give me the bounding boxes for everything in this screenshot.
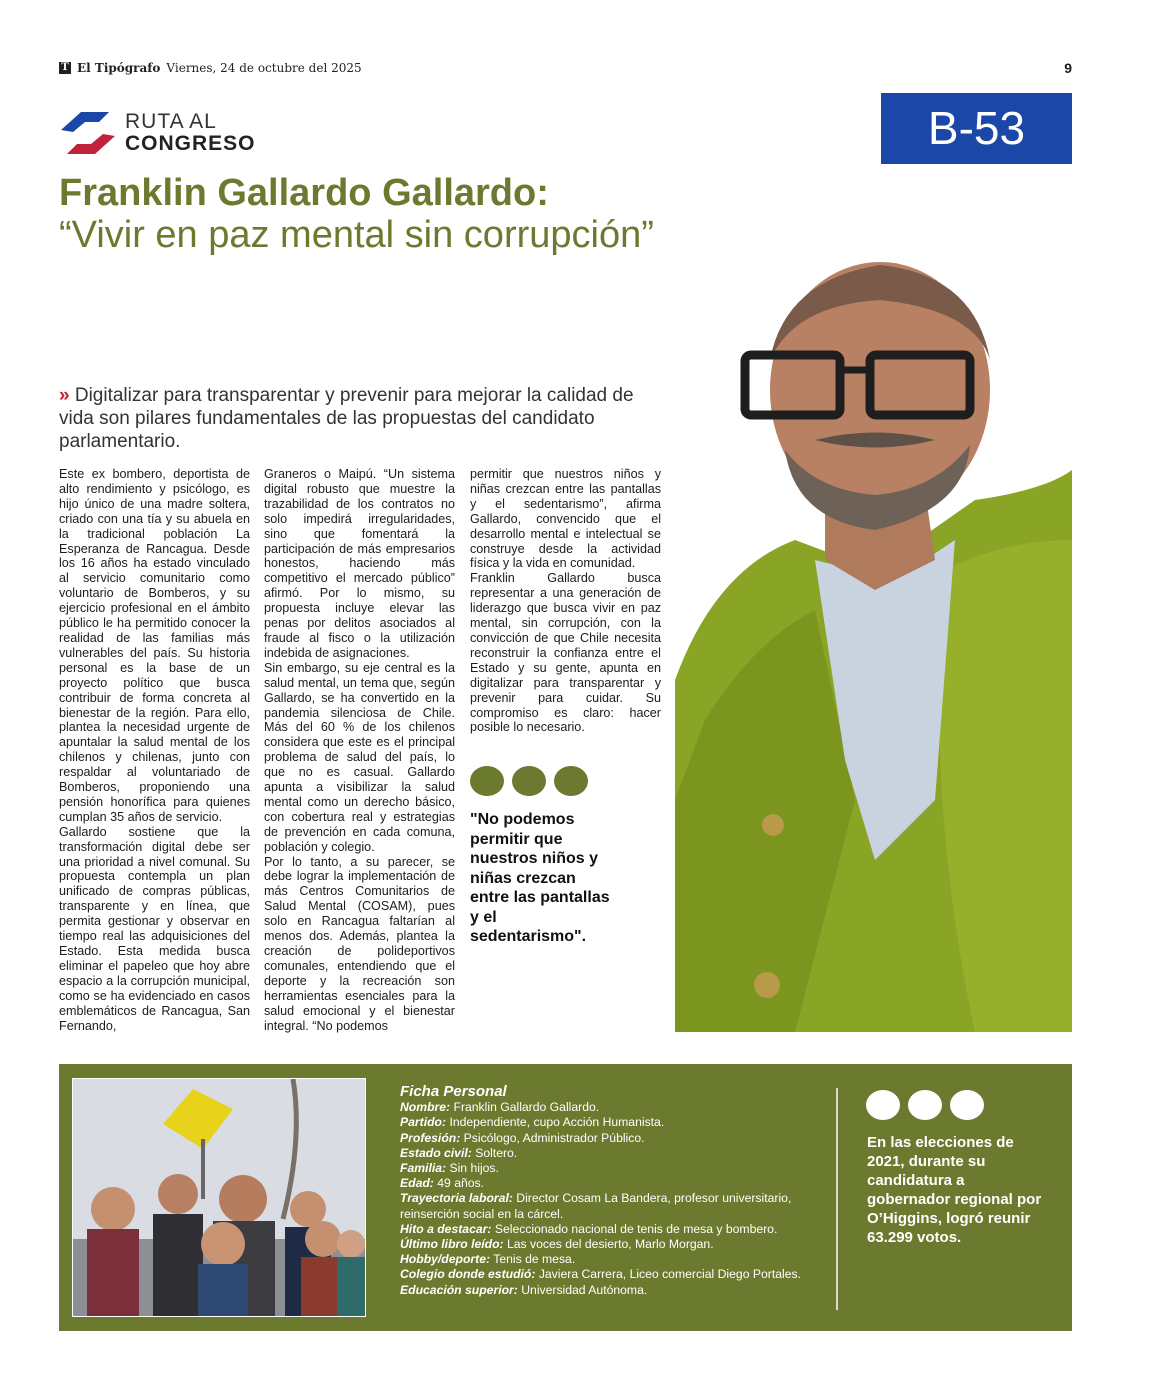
decorative-dot	[512, 766, 546, 796]
headline-quote: “Vivir en paz mental sin corrupción”	[59, 214, 654, 256]
record-value: Universidad Autónoma.	[521, 1282, 648, 1297]
body-paragraph: Este ex bombero, deportista de alto rendimiento y psicólogo, es hijo único de una madre soltera, criado con una tía y su abuela en la tradicional población La Esperanza de Rancagua. Desde los 16 años ha estado vinculado al servicio comunitario como voluntario de Bomberos, y su ejercicio profesional en el ámbito público le ha permitido conocer la realidad de las familias más vulnerables del país. Su historia personal es la base de un proyecto político que busca contribuir de forma concreta al bienestar de la región. Para ello, plantea la necesidad urgente de apuntalar la salud mental de los chilenos y chilenas, junto con respaldar al voluntariado de Bomberos, proponiendo una pensión honorífica para quienes cumplan 35 años de servicio.	[59, 467, 250, 824]
headline-name: Franklin Gallardo Gallardo:	[59, 172, 549, 214]
decorative-dot	[866, 1090, 900, 1120]
record-row	[400, 1222, 810, 1237]
record-row	[400, 1237, 810, 1252]
record-value: Independiente, cupo Acción Humanista.	[449, 1115, 665, 1130]
record-row	[400, 1267, 810, 1282]
record-row	[400, 1176, 810, 1191]
record-row	[400, 1131, 810, 1146]
body-paragraph: permitir que nuestros niños y niñas crezcan entre las pantallas y el sedentarismo”, afirma Gallardo, convencido que el desarrollo mental e intelectual se construye desde la actividad física y la vida en comunidad.	[470, 467, 661, 571]
election-fact: En las elecciones de 2021, durante su candidatura a gobernador regional por O’Higgins, logró reunir 63.299 votos.	[867, 1134, 1042, 1246]
record-label: Profesión:	[400, 1130, 461, 1145]
pull-quote-dots	[470, 766, 588, 796]
record-row	[400, 1146, 810, 1161]
masthead	[59, 61, 362, 75]
record-row	[400, 1252, 810, 1267]
body-paragraph: Por lo tanto, a su parecer, se debe lograr la implementación de más Centros Comunitarios de Salud Mental (COSAM), pues solo en Rancagua faltarían al menos dos. Además, plantea la creación de polideportivos comunales, entendiendo que el deporte y la recreación son herramientas esenciales para la salud emocional y el bienestar integral. “No podemos	[264, 854, 455, 1033]
record-row	[400, 1191, 810, 1221]
record-label: Hito a destacar:	[400, 1221, 492, 1236]
record-value: Tenis de mesa.	[493, 1252, 576, 1267]
record-value: 49 años.	[437, 1176, 485, 1191]
record-label: Trayectoria laboral:	[400, 1191, 513, 1206]
panel-divider	[836, 1088, 838, 1310]
record-label: Familia:	[400, 1161, 447, 1176]
group-photo	[72, 1078, 366, 1317]
newspaper-name: El Tipógrafo	[77, 61, 161, 75]
record-value: Sin hijos.	[449, 1161, 499, 1176]
record-label: Educación superior:	[400, 1282, 518, 1297]
section-title-line1: RUTA AL	[125, 110, 217, 133]
newspaper-logo-icon: T	[59, 62, 71, 74]
decorative-dot	[470, 766, 504, 796]
record-value: Javiera Carrera, Liceo comercial Diego Portales.	[538, 1267, 801, 1282]
body-paragraph: Sin embargo, su eje central es la salud mental, un tema que, según Gallardo, se ha convertido en la pandemia silenciosa de Chile. Más del 60 % de los chilenos considera que este es el principal problema de salud del país, lo que no es casual. Gallardo apunta a visibilizar la salud mental como un derecho básico, con cobertura real y estrategias de prevención en cada comuna, población y colegio.	[264, 660, 455, 854]
record-label: Estado civil:	[400, 1145, 472, 1160]
decorative-dot	[950, 1090, 984, 1120]
lead-text: Digitalizar para transparentar y prevenir para mejorar la calidad de vida son pilares fundamentales de las propuestas del candidato parlamentario.	[59, 385, 634, 452]
record-row	[400, 1115, 810, 1130]
record-label: Edad:	[400, 1176, 434, 1191]
candidate-portrait-photo	[675, 240, 1072, 1032]
body-column-3	[470, 467, 661, 735]
personal-record-title: Ficha Personal	[400, 1083, 507, 1100]
record-label: Último libro leído:	[400, 1237, 504, 1252]
record-label: Hobby/deporte:	[400, 1252, 491, 1267]
issue-date: Viernes, 24 de octubre del 2025	[166, 61, 362, 75]
body-column-1	[59, 467, 250, 1033]
body-paragraph: Franklin Gallardo busca representar a una generación de liderazgo que busca vivir en paz mental, sin corrupción, con la convicción de que Chile necesita reconstruir la confianza entre el Estado y su gente, apunta en digitalizar para transparentar y prevenir para cuidar. Su compromiso es claro: hacer posible lo necesario.	[470, 571, 661, 735]
body-paragraph: Gallardo sostiene que la transformación digital debe ser una prioridad a nivel comunal. Su propuesta contempla un plan unificado de compras públicas, transparente y en línea, que permita gestionar y observar en tiempo real las adquisiciones del Estado. Esta medida busca eliminar el papeleo que hoy abre espacio a la corrupción municipal, como se ha evidenciado en casos emblemáticos de Rancagua, San Fernando,	[59, 824, 250, 1033]
record-label: Nombre:	[400, 1100, 451, 1115]
article-lead	[59, 384, 659, 453]
record-value: Franklin Gallardo Gallardo.	[453, 1100, 600, 1115]
record-row	[400, 1283, 810, 1298]
record-value: Director Cosam La Bandera, profesor universitario, reinserción social en la cárcel.	[400, 1191, 792, 1221]
headline	[59, 172, 699, 256]
record-value: Las voces del desierto, Marlo Morgan.	[506, 1237, 714, 1252]
record-value: Seleccionado nacional de tenis de mesa y bombero.	[494, 1221, 778, 1236]
pull-quote: "No podemos permitir que nuestros niños y niñas crezcan entre las pantallas y el sedentarismo".	[470, 811, 610, 945]
lead-marker: »	[59, 385, 70, 406]
page-number: 9	[1064, 60, 1072, 76]
record-value: Psicólogo, Administrador Público.	[463, 1130, 645, 1145]
section-logo	[59, 108, 256, 158]
record-label: Colegio donde estudió:	[400, 1267, 536, 1282]
body-paragraph: Graneros o Maipú. “Un sistema digital robusto que muestre la trazabilidad de los contratos no solo impedirá irregularidades, sino que fomentará la participación de más empresarios honestos, haciendo más competitivo el mercado público” afirmó. Por lo mismo, su propuesta incluye elevar las penas por delitos asociados al fraude al fisco o la utilización indebida de asignaciones.	[264, 467, 455, 660]
decorative-dot	[908, 1090, 942, 1120]
record-label: Partido:	[400, 1115, 447, 1130]
section-title-line2: CONGRESO	[125, 132, 256, 155]
decorative-dot	[554, 766, 588, 796]
body-column-2	[264, 467, 455, 1033]
record-value: Soltero.	[475, 1145, 518, 1160]
ruta-al-congreso-arrows-icon	[59, 108, 117, 158]
record-row	[400, 1100, 810, 1115]
fact-dots	[866, 1090, 984, 1120]
candidate-code-badge: B-53	[881, 93, 1072, 164]
personal-record	[400, 1084, 810, 1298]
record-row	[400, 1161, 810, 1176]
